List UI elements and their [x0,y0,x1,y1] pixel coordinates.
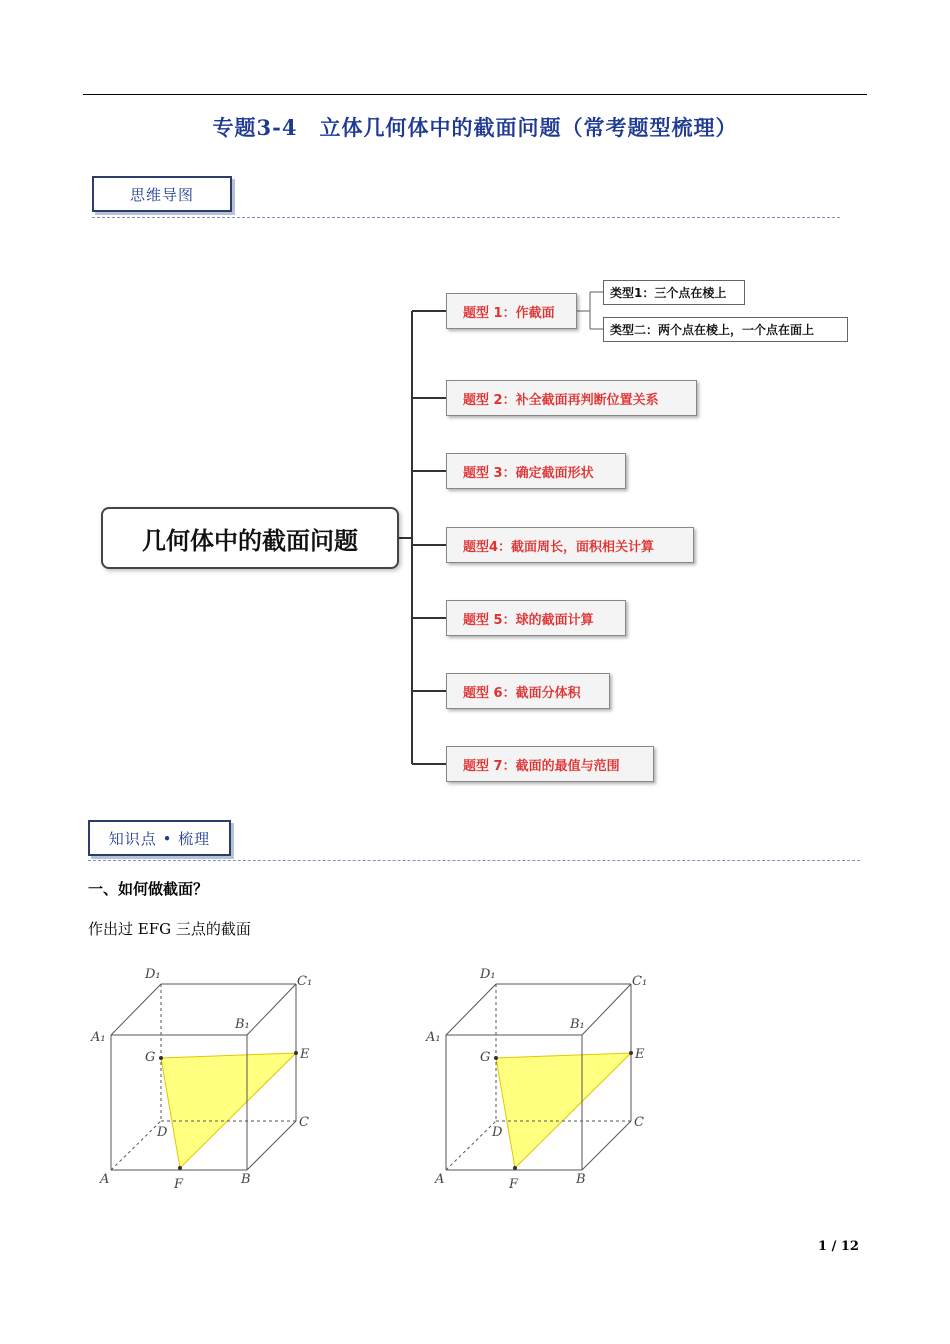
vertex-label-e: E [635,1047,645,1062]
vertex-label-a1: A₁ [426,1030,441,1045]
vertex-label-d1: D₁ [480,967,496,982]
subtopic-node-1: 类型1：三个点在棱上 [603,280,745,305]
section-divider [88,860,860,861]
vertex-label-c: C [299,1115,309,1130]
topic-node-7: 题型 7：截面的最值与范围 [446,746,654,782]
vertex-label-b: B [576,1172,586,1187]
vertex-label-a1: A₁ [91,1030,106,1045]
vertex-label-g: G [145,1050,156,1065]
page-title: 专题3-4 立体几何体中的截面问题（常考题型梳理） [212,115,738,140]
cube-figure-1 [85,955,335,1195]
page-number: 1 / 12 [818,1239,859,1254]
vertex-label-c: C [634,1115,644,1130]
section-tab-mind-map: 思维导图 [92,176,232,212]
vertex-label-b: B [241,1172,251,1187]
mind-map-root: 几何体中的截面问题 [101,507,399,569]
cube-figure-2 [420,955,670,1195]
topic-node-6: 题型 6：截面分体积 [446,673,610,709]
subtopic-node-2: 类型二：两个点在棱上，一个点在面上 [603,317,848,342]
vertex-label-b1: B₁ [570,1017,585,1032]
vertex-label-d1: D₁ [145,967,161,982]
vertex-label-d: D [492,1125,503,1140]
section-triangle [161,1053,296,1168]
vertex-label-a: A [435,1172,445,1187]
vertex-label-d: D [157,1125,168,1140]
vertex-label-f: F [174,1177,184,1192]
section-triangle [496,1053,631,1168]
content-paragraph: 作出过 EFG 三点的截面 [88,920,251,938]
vertex-label-g: G [480,1050,491,1065]
content-heading: 一、如何做截面？ [88,880,209,898]
topic-node-5: 题型 5：球的截面计算 [446,600,626,636]
topic-node-3: 题型 3：确定截面形状 [446,453,626,489]
vertex-label-a: A [100,1172,110,1187]
vertex-label-f: F [509,1177,519,1192]
vertex-label-c1: C₁ [632,974,648,989]
topic-node-2: 题型 2：补全截面再判断位置关系 [446,380,697,416]
section-tab-knowledge: 知识点 • 梳理 [88,820,231,856]
vertex-label-b1: B₁ [235,1017,250,1032]
vertex-label-e: E [300,1047,310,1062]
topic-node-4: 题型4：截面周长，面积相关计算 [446,527,694,563]
vertex-label-c1: C₁ [297,974,313,989]
topic-node-1: 题型 1：作截面 [446,293,577,329]
